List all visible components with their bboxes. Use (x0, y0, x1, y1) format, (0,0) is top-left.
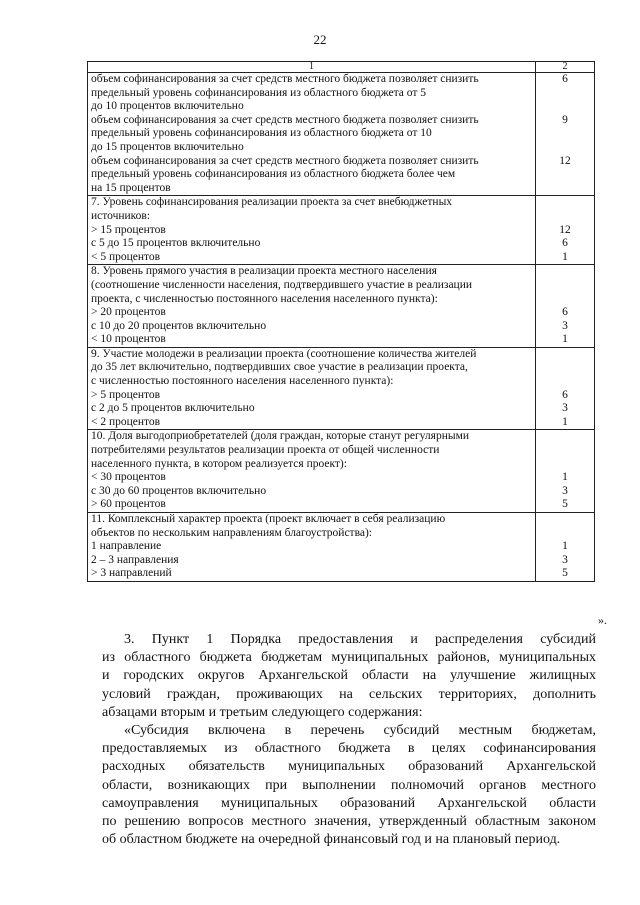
score-value (536, 87, 594, 101)
criterion-line: объектов по нескольким направлениям благоустройства): (91, 526, 372, 539)
criterion-line: < 10 процентов (91, 333, 166, 346)
paragraph-item-3 (102, 631, 596, 722)
criterion-line: с 10 до 20 процентов включительно (91, 319, 267, 332)
score-value: 1 (562, 471, 568, 484)
score-value: 6 (562, 73, 568, 85)
score-value (536, 444, 594, 458)
page-number: 22 (313, 32, 327, 47)
paragraph-line: области, возникающих при выполнении полномочий органов местного (102, 777, 596, 793)
criterion-line: > 20 процентов (91, 306, 166, 319)
paragraph-line: и городских округов Архангельской области на улучшение жилищных (102, 668, 596, 684)
score-value: 12 (559, 223, 571, 236)
criterion-line: 9. Участие молодежи в реализации проекта (соотношение количества жителей (91, 347, 477, 360)
score-value (536, 196, 594, 210)
criterion-line: предельный уровень софинансирования из областного бюджета от 5 (91, 86, 427, 99)
paragraph-line: по решению вопросов местного значения, утвержденный областным законом (102, 814, 596, 830)
criterion-line: 2 – 3 направления (91, 553, 179, 566)
criterion-line: (соотношение численности населения, подтвердившего участие в реализации (91, 278, 473, 291)
score-cell (536, 265, 595, 348)
criterion-line: объем софинансирования за счет средств местного бюджета позволяет снизить (91, 113, 479, 126)
criterion-cell (88, 347, 536, 430)
score-value (536, 127, 594, 141)
criterion-line: источников: (91, 209, 151, 222)
criterion-line: объем софинансирования за счет средств местного бюджета позволяет снизить (91, 73, 479, 85)
score-value: 1 (562, 250, 568, 263)
score-value (536, 527, 594, 541)
criterion-line: с 2 до 5 процентов включительно (91, 402, 255, 415)
criterion-line: > 15 процентов (91, 223, 166, 236)
table-row (88, 265, 595, 348)
paragraph-line: из областного бюджета бюджетам муниципальных районов, муниципальных (102, 650, 596, 666)
criterion-line: потребителями результатов реализации проекта от общей численности (91, 444, 440, 457)
paragraph-line: «Субсидия включена в перечень субсидий местным бюджетам, (124, 723, 596, 738)
paragraph-line: условий граждан, проживающих на сельских территориях, дополнить (102, 686, 596, 702)
criterion-line: < 30 процентов (91, 471, 166, 484)
score-value (536, 279, 594, 293)
criterion-cell (88, 430, 536, 513)
table-row (88, 513, 595, 582)
score-value: 3 (562, 553, 568, 566)
criterion-cell (88, 196, 536, 265)
score-value (536, 375, 594, 389)
score-value (536, 182, 594, 196)
score-value: 6 (562, 237, 568, 250)
criterion-cell (88, 73, 536, 196)
criterion-line: до 35 лет включительно, подтвердивших свое участие в реализации проекта, (91, 361, 468, 374)
score-value (536, 210, 594, 224)
paragraph-line: предоставляемых из областного бюджета в целях софинансирования (102, 741, 596, 757)
criterion-line: объем софинансирования за счет средств местного бюджета позволяет снизить (91, 154, 479, 167)
criterion-cell (88, 513, 536, 582)
table-row (88, 73, 595, 196)
criterion-line: < 2 процентов (91, 415, 161, 428)
score-value (536, 361, 594, 375)
criterion-line: с 30 до 60 процентов включительно (91, 484, 267, 497)
column-1-header: 1 (88, 62, 536, 73)
criterion-line: предельный уровень софинансирования из областного бюджета более чем (91, 168, 456, 181)
criterion-line: с численностью постоянного населения населенного пункта): (91, 375, 394, 388)
criterion-line: с 5 до 15 процентов включительно (91, 237, 261, 250)
score-value: 6 (562, 306, 568, 319)
score-value (536, 100, 594, 114)
criterion-cell (88, 265, 536, 348)
score-value: 3 (562, 484, 568, 497)
criterion-line: до 15 процентов включительно (91, 140, 244, 153)
score-value (536, 430, 594, 444)
closing-quote: ». (598, 613, 607, 627)
criterion-line: до 10 процентов включительно (91, 100, 244, 113)
score-cell (536, 347, 595, 430)
criterion-line: > 60 процентов (91, 498, 166, 511)
criterion-line: населенного пункта, в котором реализуется проект): (91, 457, 347, 470)
column-2-header: 2 (536, 62, 595, 73)
criterion-line: 11. Комплексный характер проекта (проект включает в себя реализацию (91, 513, 446, 525)
score-value (536, 168, 594, 182)
score-value: 3 (562, 319, 568, 332)
score-value: 5 (562, 498, 568, 511)
score-value: 1 (562, 333, 568, 346)
score-value (536, 458, 594, 472)
score-value (536, 141, 594, 155)
criterion-line: < 5 процентов (91, 250, 161, 263)
paragraph-line: абзацами вторым и третьим следующего содержания: (102, 704, 423, 720)
criterion-line: 8. Уровень прямого участия в реализации проекта местного населения (91, 265, 437, 278)
paragraph-quoted-text (102, 722, 596, 849)
paragraph-line: расходных обязательств муниципальных образований Архангельской (102, 759, 596, 775)
score-cell (536, 196, 595, 265)
score-cell (536, 430, 595, 513)
score-cell (536, 73, 595, 196)
criterion-line: 10. Доля выгодоприобретателей (доля граждан, которые станут регулярными (91, 430, 470, 443)
table-header-row (88, 62, 595, 73)
score-value: 12 (559, 154, 571, 167)
criterion-line: предельный уровень софинансирования из областного бюджета от 10 (91, 127, 432, 140)
score-value (536, 513, 594, 527)
score-value: 3 (562, 402, 568, 415)
criterion-line: 1 направление (91, 540, 162, 553)
criterion-line: проекта, с численностью постоянного населения населенного пункта): (91, 292, 438, 305)
paragraph-line: самоуправления муниципальных образований Архангельской области (102, 795, 596, 811)
criteria-table (87, 61, 595, 582)
score-value (536, 293, 594, 307)
score-value: 6 (562, 388, 568, 401)
score-value (536, 265, 594, 279)
criterion-line: > 5 процентов (91, 388, 161, 401)
criterion-line: на 15 процентов (91, 181, 171, 194)
score-value: 1 (562, 415, 568, 428)
table-row (88, 196, 595, 265)
criterion-line: > 3 направлений (91, 567, 172, 580)
score-value (536, 348, 594, 362)
score-value: 5 (562, 567, 568, 580)
criterion-line: 7. Уровень софинансирования реализации проекта за счет внебюджетных (91, 196, 453, 209)
paragraph-line: 3. Пункт 1 Порядка предоставления и распределения субсидий (124, 632, 596, 647)
paragraph-line: об областном бюджете на очередной финансовый год и на плановый период. (102, 832, 561, 848)
table-row (88, 347, 595, 430)
score-cell (536, 513, 595, 582)
score-value: 9 (562, 113, 568, 126)
score-value: 1 (562, 540, 568, 553)
table-row (88, 430, 595, 513)
